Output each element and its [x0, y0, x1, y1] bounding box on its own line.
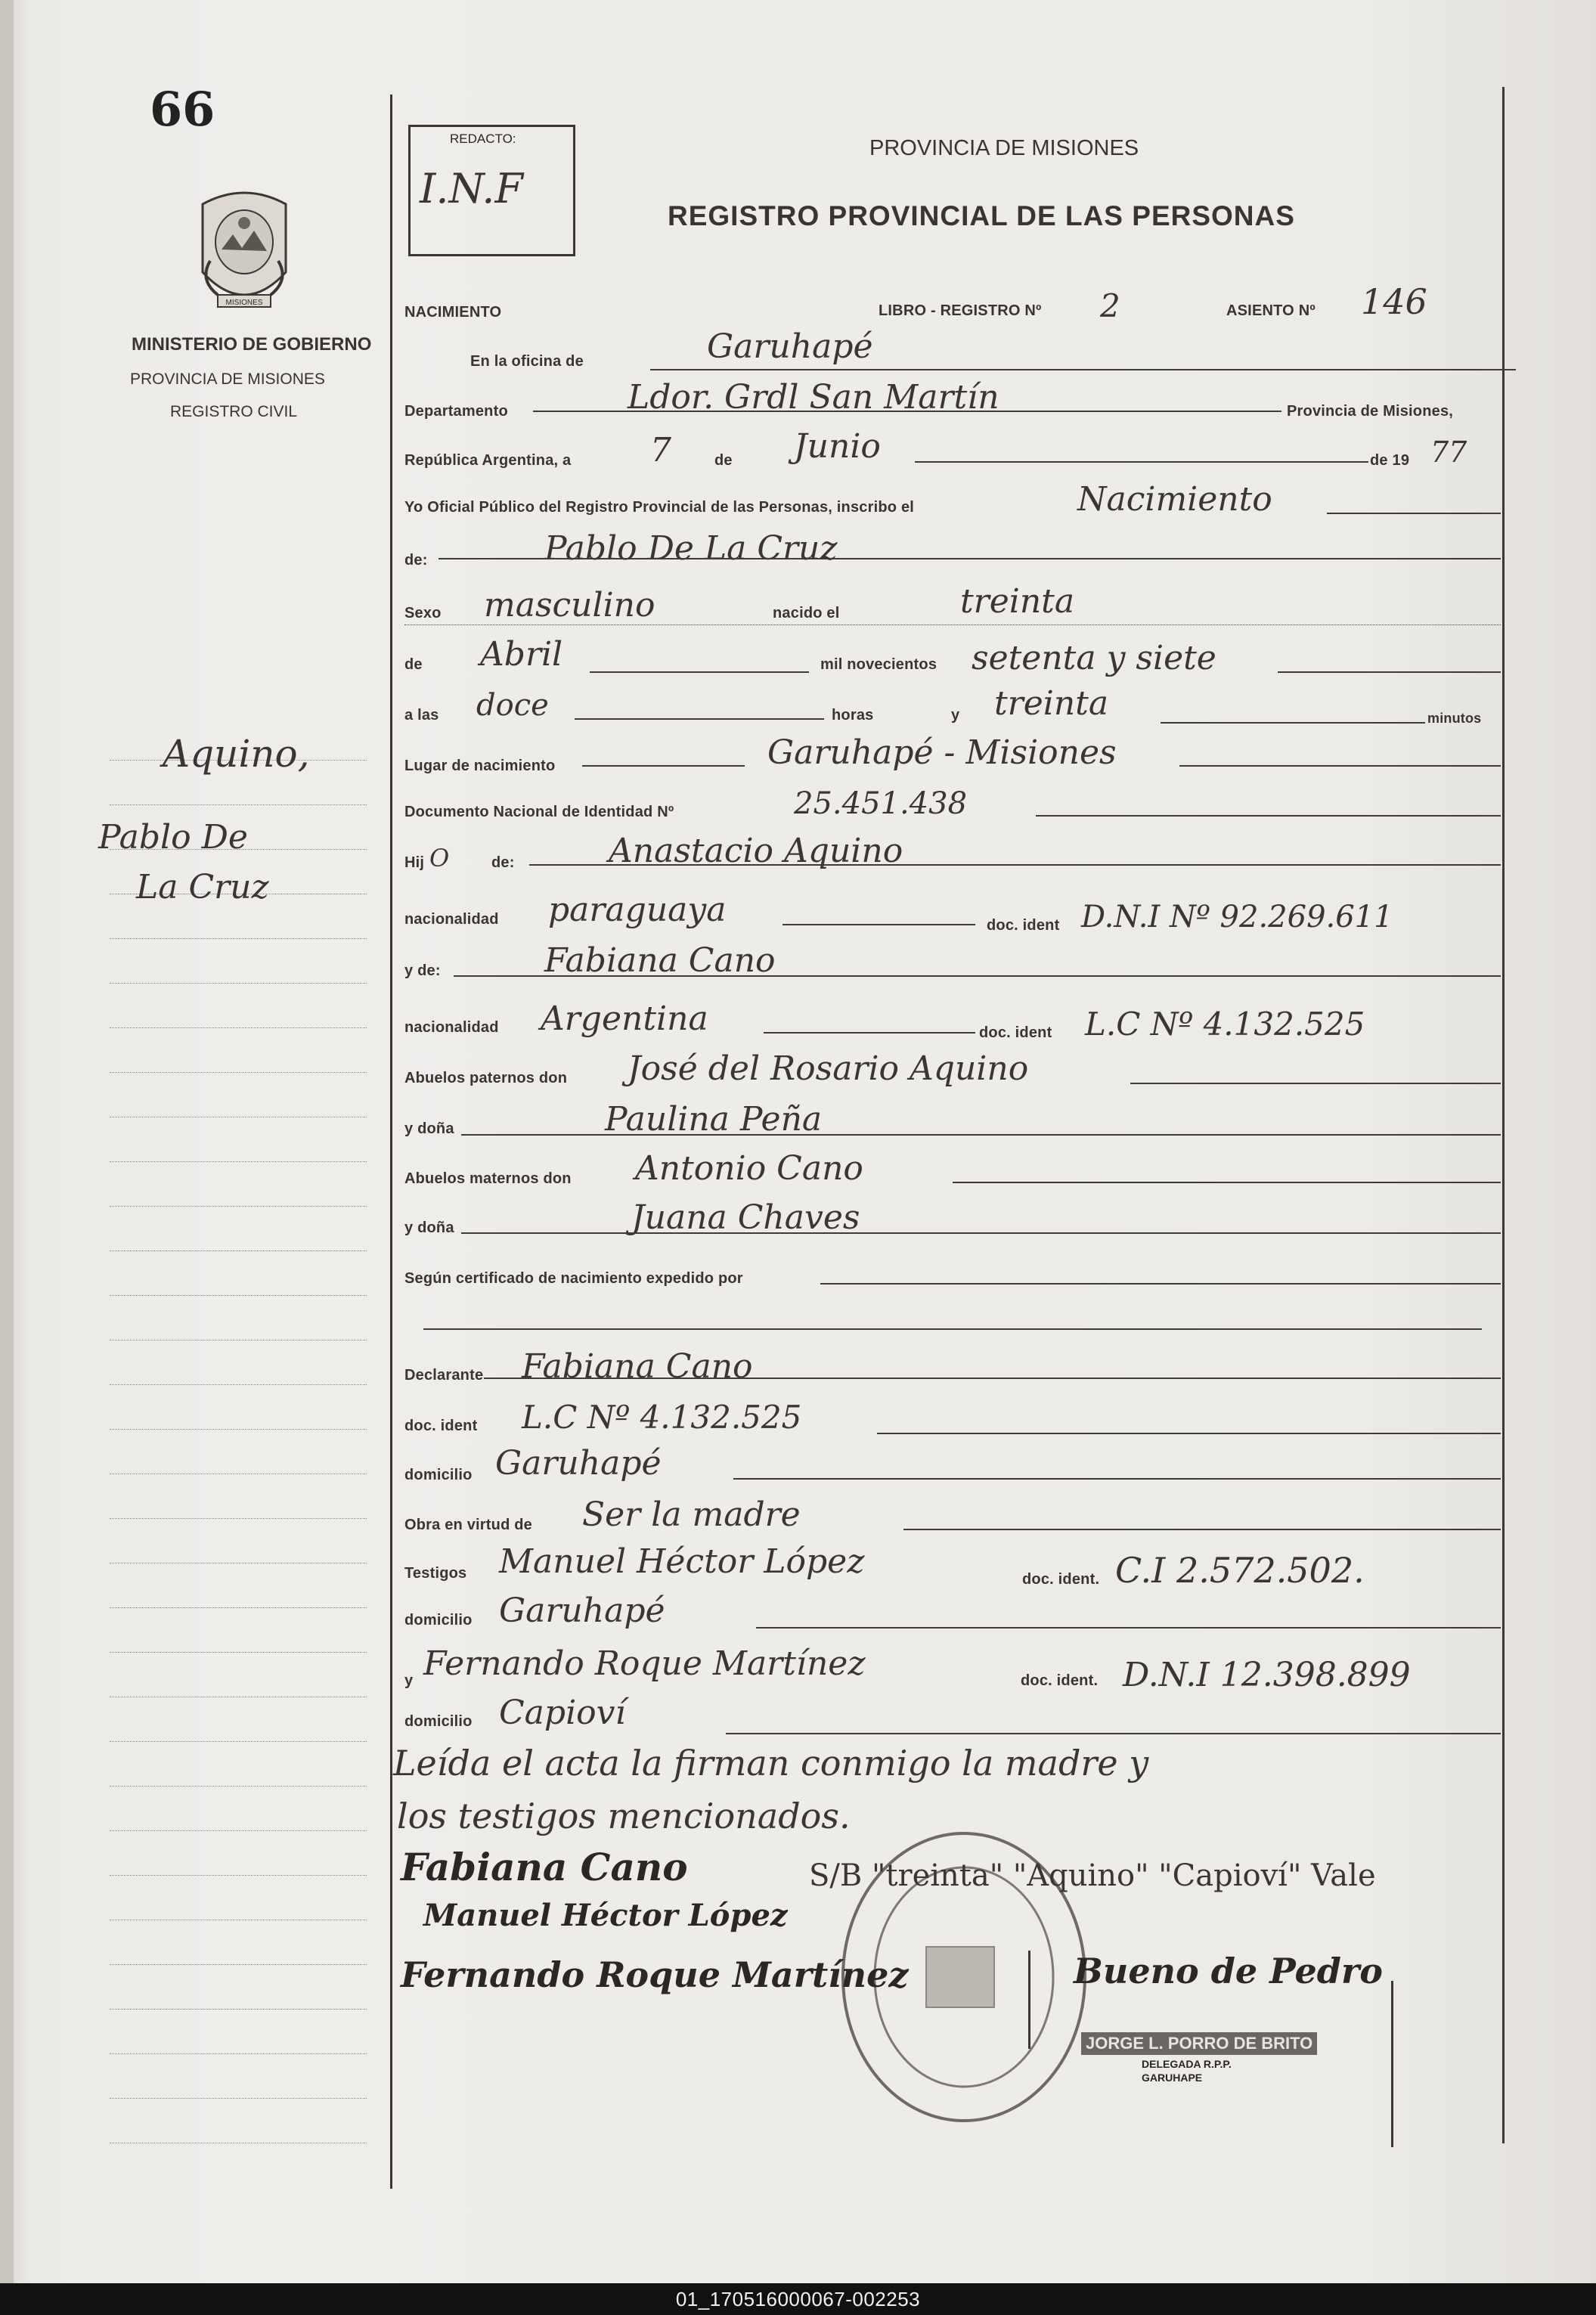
- margin-ruled-line: [110, 1964, 367, 1965]
- redacto-label: REDACTO:: [450, 132, 516, 146]
- abmat-rule: [953, 1182, 1501, 1183]
- docid3-value: L.C Nº 4.132.525: [522, 1399, 802, 1436]
- mes-value: Junio: [794, 427, 881, 466]
- oficial-label: Yo Oficial Público del Registro Provincial de las Personas, inscribo el: [404, 499, 915, 516]
- margin-note-line1: Aquino,: [163, 732, 310, 776]
- domicilio2-value: Garuhapé: [499, 1591, 665, 1630]
- milnov-label: mil novecientos: [820, 656, 937, 673]
- stamp-line2: DELEGADA R.P.P.: [1142, 2058, 1232, 2070]
- nombre-rule: [439, 558, 1501, 559]
- margin-ruled-line: [110, 1875, 367, 1876]
- dni-label: Documento Nacional de Identidad Nº: [404, 804, 674, 820]
- abmat2-value: Juana Chaves: [631, 1198, 860, 1237]
- asiento-label: ASIENTO Nº: [1226, 302, 1316, 319]
- domicilio1-rule: [733, 1478, 1501, 1480]
- margin-ruled-line: [110, 1830, 367, 1831]
- declarante-value: Fabiana Cano: [522, 1347, 753, 1386]
- republica-label: República Argentina, a: [404, 452, 572, 469]
- docid2-value: L.C Nº 4.132.525: [1085, 1006, 1365, 1043]
- oficina-value: Garuhapé: [707, 327, 873, 366]
- nac1-value: paraguaya: [548, 891, 727, 929]
- redacto-box: [408, 125, 575, 256]
- ministry-title: MINISTERIO DE GOBIERNO: [132, 334, 372, 355]
- testigos-label: Testigos: [404, 1565, 467, 1582]
- book-spine: [0, 0, 14, 2283]
- docid4-label: doc. ident.: [1022, 1571, 1100, 1588]
- nac2-label: nacionalidad: [404, 1019, 499, 1036]
- lugar-rule: [582, 765, 745, 767]
- docid1-label: doc. ident: [987, 917, 1060, 934]
- oficial-rule: [1327, 513, 1501, 514]
- margin-ruled-line: [110, 1741, 367, 1742]
- signature-witness-2: Fernando Roque Martínez: [401, 1954, 909, 1995]
- nacido-label: nacido el: [773, 605, 840, 621]
- y2-label: y: [404, 1672, 414, 1689]
- abpat2-rule: [461, 1134, 1501, 1136]
- seal-text: MISIONES: [225, 299, 263, 307]
- minutos-label: minutos: [1427, 711, 1482, 726]
- stamp-line1: JORGE L. PORRO DE BRITO: [1081, 2032, 1317, 2055]
- domicilio3-value: Capioví: [499, 1694, 626, 1732]
- lugar-label: Lugar de nacimiento: [404, 758, 556, 774]
- docid4-value: C.I 2.572.502.: [1115, 1550, 1365, 1591]
- abpat-rule: [1130, 1083, 1501, 1084]
- obra-rule: [903, 1529, 1501, 1530]
- testigo1-value: Manuel Héctor López: [499, 1542, 865, 1581]
- provincia-label: Provincia de Misiones,: [1287, 403, 1454, 420]
- departamento-rule: [533, 411, 1281, 412]
- leida-line2: los testigos mencionados.: [397, 1796, 851, 1836]
- margin-ruled-line: [110, 2053, 367, 2054]
- margin-ruled-line: [110, 1250, 367, 1251]
- madre-rule: [454, 975, 1501, 977]
- stamp-line3: GARUHAPE: [1142, 2072, 1203, 2084]
- asiento-value: 146: [1361, 281, 1427, 322]
- sexo-label: Sexo: [404, 605, 442, 621]
- abmat-value: Antonio Cano: [635, 1149, 863, 1188]
- libro-value: 2: [1100, 287, 1120, 324]
- mes-nac-rule: [590, 671, 809, 673]
- nacido-value: treinta: [960, 582, 1075, 621]
- dni-rule: [1036, 815, 1501, 817]
- docid1-value: D.N.I Nº 92.269.611: [1081, 900, 1393, 934]
- header-registry: REGISTRO PROVINCIAL DE LAS PERSONAS: [668, 200, 1295, 231]
- segun-rule-2: [423, 1328, 1482, 1330]
- oficina-rule: [650, 369, 1516, 370]
- nombre-value: Pablo De La Cruz: [544, 529, 838, 568]
- y-label: y: [951, 707, 960, 724]
- segun-label: Según certificado de nacimiento expedido por: [404, 1270, 743, 1287]
- correction-note: S/B "treinta" "Aquino" "Capioví" Vale: [809, 1858, 1376, 1893]
- hijo-label: Hij: [404, 854, 425, 871]
- libro-label: LIBRO - REGISTRO Nº: [879, 302, 1042, 319]
- min-value: treinta: [994, 684, 1109, 723]
- redacto-value: I.N.F: [420, 165, 523, 212]
- hijo-value: O: [429, 844, 450, 872]
- margin-note-line3: La Cruz: [136, 868, 269, 906]
- declarante-label: Declarante: [404, 1367, 484, 1384]
- docid3-rule: [877, 1433, 1501, 1434]
- page-number: 66: [150, 82, 215, 137]
- margin-ruled-line: [110, 1429, 367, 1430]
- dia-value: 7: [650, 431, 671, 470]
- abpat-value: José del Rosario Aquino: [628, 1049, 1029, 1088]
- nac1-label: nacionalidad: [404, 911, 499, 928]
- abpat2-value: Paulina Peña: [605, 1100, 823, 1139]
- margin-ruled-line: [110, 1027, 367, 1028]
- margin-ruled-line: [110, 983, 367, 984]
- de2-label: de:: [404, 552, 428, 569]
- margin-ruled-line: [110, 2098, 367, 2099]
- madre-value: Fabiana Cano: [544, 941, 776, 980]
- abpat-label: Abuelos paternos don: [404, 1070, 568, 1086]
- de3-label: de: [404, 656, 423, 673]
- testigo2-value: Fernando Roque Martínez: [423, 1644, 866, 1683]
- hora-rule: [575, 718, 824, 720]
- nac2-value: Argentina: [541, 999, 708, 1038]
- coat-of-arms-icon: [187, 189, 301, 325]
- officer-stamp: [1081, 2032, 1399, 2104]
- docid3-label: doc. ident: [404, 1418, 478, 1434]
- abmat2-rule: [461, 1232, 1501, 1234]
- departamento-value: Ldor. Grdl San Martín: [628, 378, 999, 417]
- oficina-label: En la oficina de: [470, 353, 584, 370]
- docid2-label: doc. ident: [979, 1024, 1052, 1041]
- nac2-rule: [764, 1032, 975, 1034]
- anio-nac-value: setenta y siete: [972, 639, 1216, 677]
- hora-value: doce: [476, 688, 549, 723]
- signature-bracket-left: [1028, 1951, 1030, 2049]
- fecha-rule: [915, 461, 1368, 463]
- obra-label: Obra en virtud de: [404, 1517, 532, 1533]
- margin-ruled-line: [110, 804, 367, 805]
- leida-line1: Leída el acta la firman conmigo la madre y: [393, 1743, 1149, 1784]
- sexo-rule: [404, 624, 1501, 625]
- abmat-label: Abuelos maternos don: [404, 1170, 572, 1187]
- header-province: PROVINCIA DE MISIONES: [869, 136, 1139, 160]
- declarante-rule: [484, 1378, 1501, 1379]
- domicilio1-label: domicilio: [404, 1467, 473, 1483]
- margin-ruled-line: [110, 2009, 367, 2010]
- margin-ruled-line: [110, 1652, 367, 1653]
- domicilio3-label: domicilio: [404, 1713, 473, 1730]
- archive-footer-id: 01_170516000067-002253: [0, 2283, 1596, 2315]
- ministry-registry: REGISTRO CIVIL: [170, 403, 298, 420]
- domicilio1-value: Garuhapé: [495, 1444, 662, 1483]
- domicilio2-rule: [756, 1627, 1501, 1629]
- alas-label: a las: [404, 707, 439, 724]
- act-type-label: NACIMIENTO: [404, 304, 502, 321]
- hijo-de-label: de:: [491, 854, 515, 871]
- yde-label: y de:: [404, 962, 441, 979]
- anio-label: de 19: [1370, 452, 1410, 469]
- margin-note-line2: Pablo De: [98, 818, 248, 857]
- margin-ruled-line: [110, 938, 367, 939]
- signature-officer: Bueno de Pedro: [1074, 1951, 1383, 1991]
- margin-ruled-line: [110, 1072, 367, 1073]
- margin-ruled-line: [110, 1518, 367, 1519]
- segun-rule: [820, 1283, 1501, 1285]
- margin-ruled-line: [110, 1786, 367, 1787]
- docid5-label: doc. ident.: [1021, 1672, 1099, 1689]
- ydona2-label: y doña: [404, 1219, 454, 1236]
- domicilio3-rule: [726, 1733, 1501, 1734]
- ydona1-label: y doña: [404, 1120, 454, 1137]
- margin-ruled-line: [110, 1384, 367, 1385]
- dni-value: 25.451.438: [794, 786, 968, 821]
- anio-value: 77: [1430, 435, 1467, 469]
- de-label: de: [714, 452, 733, 469]
- margin-ruled-line: [110, 1206, 367, 1207]
- margin-ruled-line: [110, 1295, 367, 1296]
- obra-value: Ser la madre: [582, 1495, 801, 1534]
- margin-ruled-line: [110, 1161, 367, 1162]
- min-rule: [1161, 722, 1425, 724]
- nac1-rule: [783, 924, 975, 925]
- oficial-value: Nacimiento: [1077, 480, 1272, 519]
- left-vertical-rule: [390, 95, 392, 2189]
- sexo-value: masculino: [484, 586, 655, 624]
- signature-mother: Fabiana Cano: [401, 1845, 688, 1889]
- departamento-label: Departamento: [404, 403, 508, 420]
- mes-nac-value: Abril: [480, 635, 563, 674]
- domicilio2-label: domicilio: [404, 1612, 473, 1629]
- lugar-value: Garuhapé - Misiones: [767, 733, 1117, 772]
- margin-ruled-line: [110, 1607, 367, 1608]
- padre-rule: [529, 864, 1501, 866]
- lugar-rule-2: [1179, 765, 1501, 767]
- horas-label: horas: [832, 707, 874, 724]
- right-vertical-rule: [1502, 87, 1505, 2143]
- docid5-value: D.N.I 12.398.899: [1123, 1656, 1411, 1694]
- signature-witness-1: Manuel Héctor López: [423, 1898, 788, 1933]
- padre-value: Anastacio Aquino: [609, 832, 903, 870]
- ministry-province: PROVINCIA DE MISIONES: [130, 370, 325, 388]
- anio-nac-rule: [1278, 671, 1501, 673]
